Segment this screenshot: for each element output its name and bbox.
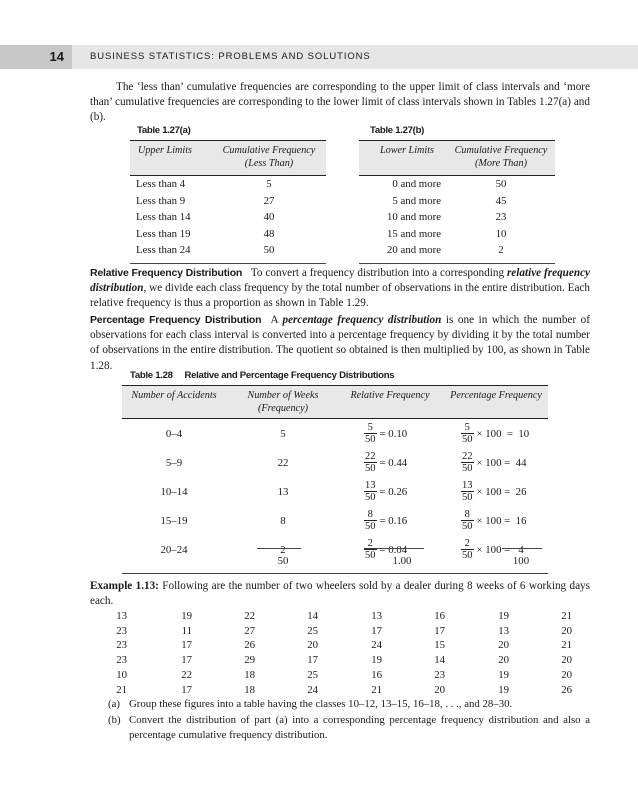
data-value: 23 [116,639,127,652]
percentage-frequency-value: × 100 = 44 [476,456,527,469]
data-value: 26 [244,639,255,652]
numerator: 22 [462,451,473,462]
data-value: 20 [561,668,572,681]
percentage-frequency-value: × 100 = 4 [476,543,524,556]
task-text: Group these figures into a table having the classes 10–12, 13–15, 16–18, . . ., and 28–30. [129,698,513,710]
accident-class: 10–14 [160,486,188,498]
data-row [0,610,638,624]
denominator: 50 [365,521,376,532]
data-value: 20 [561,654,572,667]
weeks-frequency: 8 [280,515,286,527]
table-128-caption: Table 1.28 Relative and Percentage Frequency Distributions [130,370,395,381]
data-value: 11 [181,624,192,637]
fraction [364,451,377,474]
data-value: 16 [371,668,382,681]
task-label: (a) [108,698,120,710]
weeks-frequency: 2 [280,544,286,556]
numerator: 13 [462,480,473,491]
relative-frequency-value: = 0.44 [379,456,408,469]
accident-class: 20–24 [160,544,188,556]
table-a [130,140,326,264]
percentage-text-2: is one in which the number of observations for each class interval is converted into a percentage frequency by dividing it by the total number of observations in the entire distribution. The quotient so obtained is then multiplied by 100, as shown in Table 1.28. [90,314,590,372]
data-value: 13 [371,610,382,622]
numerator: 2 [461,538,474,550]
numerator: 5 [461,422,474,434]
data-value: 20 [307,639,318,652]
table-a-caption: Table 1.27(a) [137,125,191,136]
denominator: 50 [462,492,473,503]
data-value: 16 [434,610,445,622]
data-row [0,684,638,698]
data-value: 14 [434,654,445,667]
data-value: 24 [307,683,318,696]
example-label: Example 1.13: [90,580,159,592]
denominator: 50 [365,463,376,474]
percentage-text-1: A [270,314,283,326]
data-value: 23 [434,668,445,681]
table-128-col2-header: Number of Weeks (Frequency) [247,390,319,414]
relative-frequency-expression [364,422,407,445]
table-row-value: 5 [266,178,272,190]
table-row-label: Less than 9 [136,194,186,207]
data-value: 15 [434,639,445,652]
data-value: 13 [498,624,509,637]
data-value: 22 [181,668,192,681]
denominator: 50 [365,550,376,561]
data-value: 23 [116,624,127,637]
table-row-value: 2 [498,244,504,256]
col2-total-rule [257,548,301,549]
relative-text-2: , we divide each class frequency by the total number of observations in the entire distribution. Each relative frequency is thus a proportion as shown in Table 1.29. [90,282,590,310]
total-percentage: 100 [512,555,530,567]
table-row-label: Less than 4 [136,178,186,190]
fraction [461,538,474,561]
data-value: 19 [371,654,382,667]
relative-frequency-value: = 0.04 [379,543,408,556]
table-128-bottom-rule [122,573,548,574]
table-128-col1-header: Number of Accidents [131,390,217,401]
denominator: 50 [462,463,473,474]
denominator: 50 [365,492,376,503]
data-value: 20 [498,654,509,667]
intro-paragraph: The ‘less than’ cumulative frequencies are corresponding to the upper limit of class intervals and ‘more than’ cumulative frequencies are corresponding to the lower limit of class intervals shown in Tables 1.27(a) and (b). [90,81,590,124]
table-row-value: 10 [495,227,507,240]
table-row-label: 5 and more [392,194,441,207]
percentage-frequency-expression [461,422,529,445]
example-text: Following are the number of two wheelers sold by a dealer during 8 weeks of 6 working days each. [90,580,591,608]
fraction [461,509,474,532]
fraction [364,422,377,445]
table-row-value: 45 [495,194,507,207]
table-b [359,140,555,264]
data-value: 17 [434,624,445,637]
data-value: 17 [181,654,192,667]
data-row [0,669,638,683]
percentage-frequency-term: percentage frequency distribution [282,314,442,326]
data-value: 19 [498,668,509,681]
data-value: 29 [244,654,255,667]
page-number: 14 [0,45,72,69]
table-row-label: 15 and more [387,227,441,240]
table-row-label: Less than 19 [136,227,191,240]
table-row-value: 50 [263,244,275,256]
table-row-label: Less than 14 [136,211,191,223]
denominator: 50 [462,434,473,445]
table-row-label: Less than 24 [136,244,191,256]
running-title: BUSINESS STATISTICS: PROBLEMS AND SOLUTIONS [90,51,371,62]
relative-frequency-paragraph [90,266,590,312]
relative-frequency-expression [364,509,407,532]
table-b-bottom-rule [359,263,555,264]
table-128 [122,385,548,575]
table-a-col2-header: Cumulative Frequency (Less Than) [222,145,316,169]
data-value: 20 [434,683,445,696]
relative-frequency-term: relative frequency distribution [90,267,591,295]
table-row-label: 10 and more [387,211,441,223]
percentage-frequency-value: × 100 = 10 [476,427,530,440]
percentage-frequency-value: × 100 = 16 [476,514,527,527]
accident-class: 15–19 [160,515,188,527]
numerator: 2 [364,538,377,550]
percentage-frequency-value: × 100 = 26 [476,485,527,498]
table-row-value: 48 [263,227,275,240]
data-value: 17 [307,654,318,667]
data-value: 22 [244,610,255,622]
percentage-frequency-expression [461,480,526,503]
table-a-col1-header: Upper Limits [137,145,193,156]
table-a-bottom-rule [130,263,326,264]
table-b-col2-header: Cumulative Frequency (More Than) [454,145,548,169]
sales-data-grid [0,610,638,700]
data-value: 23 [116,654,127,667]
data-value: 27 [244,624,255,637]
percentage-frequency-paragraph [90,313,590,374]
data-value: 19 [181,610,192,622]
data-value: 13 [116,610,127,622]
data-value: 24 [371,639,382,652]
table-row-value: 40 [263,211,275,223]
weeks-frequency: 5 [280,428,286,440]
data-value: 18 [244,668,255,681]
relative-frequency-value: = 0.10 [379,427,408,440]
denominator: 50 [462,521,473,532]
data-value: 21 [116,683,127,696]
data-value: 25 [307,668,318,681]
data-value: 26 [561,683,572,696]
table-row-label: 20 and more [387,244,441,256]
denominator: 50 [365,434,376,445]
table-b-col1-header: Lower Limits [379,145,435,156]
numerator: 8 [461,509,474,521]
table-row-value: 50 [495,178,507,190]
data-value: 25 [307,624,318,637]
col3-total-rule [364,548,424,549]
weeks-frequency: 13 [277,486,289,498]
percentage-frequency-expression [461,509,526,532]
data-value: 10 [116,668,127,681]
relative-frequency-expression [364,480,407,503]
task-item [108,713,590,742]
task-label: (b) [108,714,121,726]
task-item [108,697,590,712]
fraction [364,480,377,503]
data-value: 17 [181,639,192,652]
accident-class: 5–9 [165,457,183,469]
table-row-value: 27 [263,194,275,207]
data-value: 20 [561,624,572,637]
data-value: 21 [561,639,572,652]
relative-frequency-heading: Relative Frequency Distribution [90,267,243,279]
data-value: 20 [498,639,509,652]
data-row [0,654,638,668]
task-text: Convert the distribution of part (a) into a corresponding percentage frequency distribution and also a percentage cumulative frequency distribution. [129,714,590,741]
relative-frequency-value: = 0.16 [379,514,408,527]
relative-text-1: To convert a frequency distribution into a corresponding [250,267,507,279]
table-128-col4-header: Percentage Frequency [450,390,542,401]
numerator: 8 [364,509,377,521]
denominator: 50 [462,550,473,561]
fraction [364,509,377,532]
total-relative: 1.00 [392,555,412,567]
example-paragraph [90,579,590,609]
numerator: 22 [365,451,376,462]
numerator: 13 [365,480,376,491]
percentage-frequency-expression [461,451,526,474]
data-value: 21 [371,683,382,696]
relative-frequency-value: = 0.26 [379,485,408,498]
total-frequency: 50 [277,555,289,567]
data-value: 14 [307,610,318,622]
data-row [0,625,638,639]
data-value: 19 [498,610,509,622]
col4-total-rule [502,548,542,549]
data-row [0,639,638,653]
data-value: 18 [244,683,255,696]
table-128-body [122,385,548,575]
percentage-frequency-heading: Percentage Frequency Distribution [90,314,262,326]
fraction [461,451,474,474]
data-value: 21 [561,610,572,622]
table-b-caption: Table 1.27(b) [370,125,425,136]
table-row-value: 23 [495,211,507,223]
data-value: 19 [498,683,509,696]
fraction [461,480,474,503]
table-128-col3-header: Relative Frequency [350,390,430,401]
data-value: 17 [371,624,382,637]
table-row-label: 0 and more [392,178,441,190]
numerator: 5 [364,422,377,434]
fraction [461,422,474,445]
data-value: 17 [181,683,192,696]
relative-frequency-expression [364,451,407,474]
accident-class: 0–4 [165,428,183,440]
weeks-frequency: 22 [277,457,289,469]
